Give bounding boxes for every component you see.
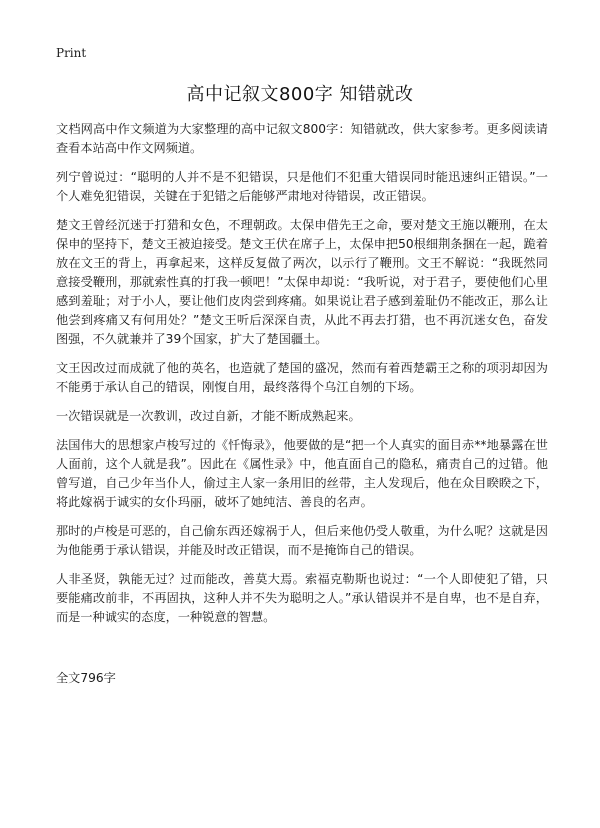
- paragraph: 人非圣贤，孰能无过？过而能改，善莫大焉。索福克勒斯也说过：“一个人即使犯了错，只要能痛改前非，不再固执，这种人并不失为聪明之人。”承认错误并不是自卑，也不是自弃，而是一种诚实的态度，一种锐意的智慧。: [56, 572, 548, 624]
- paragraph: 列宁曾说过：“聪明的人并不是不犯错误，只是他们不犯重大错误同时能迅速纠正错误。”一个人难免犯错误，关键在于犯错之后能够严肃地对待错误，改正错误。: [56, 170, 548, 203]
- paragraph: 法国伟大的思想家卢梭写过的《忏悔录》，他要做的是“把一个人真实的面目赤**地暴露在世人面前，这个人就是我”。因此在《属性录》中，他直面自己的隐私，痛责自己的过错。他曾写道，自己少年当仆人，偷过主人家一条用旧的丝带，主人发现后，他在众目睽睽之下，将此嫁祸于诚实的女仆玛丽，破坏了她纯洁、善良的名声。: [56, 438, 548, 509]
- paragraph: 一次错误就是一次教训，改过自新，才能不断成熟起来。: [56, 409, 361, 423]
- paragraph: 楚文王曾经沉迷于打猎和女色，不理朝政。太保申借先王之命，要对楚文王施以鞭刑，在太保申的坚持下，楚文王被迫接受。楚文王伏在席子上，太保申把50根细荆条捆在一起，跪着放在文王的背上，再拿起来，这样反复做了两次，以示行了鞭刑。文王不解说：“我既然同意接受鞭刑，那就索性真的打我一顿吧！”太保申却说：“我听说，对于君子，要使他们心里感到羞耻；对于小人，要让他们皮肉尝到疼痛。如果说让君子感到羞耻仍不能改正，那么让他尝到疼痛又有何用处？”楚文王听后深深自责，从此不再去打猎，也不再沉迷女色，奋发图强，不久就兼并了39个国家，扩大了楚国疆土。: [56, 218, 548, 346]
- print-link[interactable]: Print: [56, 46, 87, 60]
- article-body: [56, 120, 548, 637]
- word-count: 全文796字: [56, 671, 116, 685]
- paragraph: 那时的卢梭是可恶的，自己偷东西还嫁祸于人，但后来他仍受人敬重，为什么呢？这就是因为他能勇于承认错误，并能及时改正错误，而不是掩饰自己的错误。: [56, 524, 548, 557]
- article-title: 高中记叙文800字 知错就改: [186, 84, 414, 105]
- paragraph: 文档网高中作文频道为大家整理的高中记叙文800字：知错就改，供大家参考。更多阅读请查看本站高中作文网频道。: [56, 122, 548, 155]
- paragraph: 文王因改过而成就了他的英名，也造就了楚国的盛况，然而有着西楚霸王之称的项羽却因为不能勇于承认自己的错误，刚愎自用，最终落得个乌江自刎的下场。: [56, 361, 548, 394]
